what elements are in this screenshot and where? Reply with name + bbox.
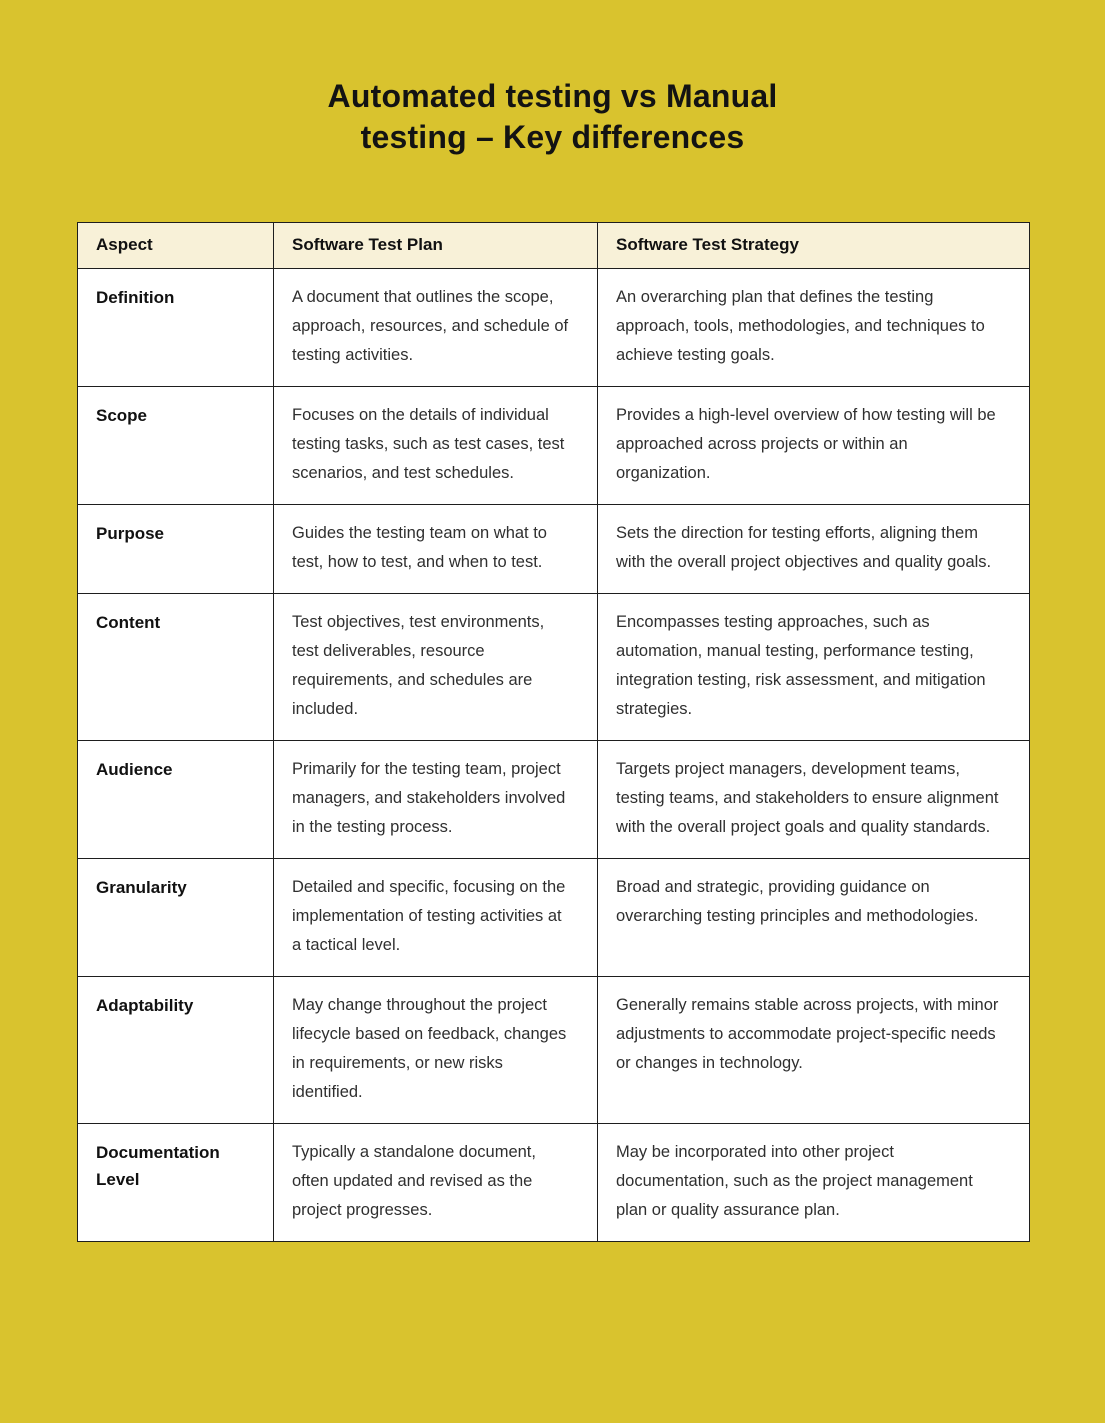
plan-cell: Test objectives, test environments, test deliverables, resource requirements, and schedules are included.	[274, 594, 598, 741]
strategy-cell: May be incorporated into other project documentation, such as the project management plan or quality assurance plan.	[598, 1124, 1030, 1242]
aspect-cell: Definition	[78, 269, 274, 387]
strategy-cell: Broad and strategic, providing guidance on overarching testing principles and methodologies.	[598, 859, 1030, 977]
table-row	[78, 269, 1030, 387]
page-title-line-1: Automated testing vs Manual	[327, 78, 778, 114]
aspect-cell: Scope	[78, 387, 274, 505]
plan-cell: Detailed and specific, focusing on the implementation of testing activities at a tactical level.	[274, 859, 598, 977]
header-software-test-strategy: Software Test Strategy	[598, 223, 1030, 269]
aspect-cell: Content	[78, 594, 274, 741]
plan-cell: A document that outlines the scope, approach, resources, and schedule of testing activities.	[274, 269, 598, 387]
table-row	[78, 387, 1030, 505]
header-aspect: Aspect	[78, 223, 274, 269]
strategy-cell: Encompasses testing approaches, such as automation, manual testing, performance testing, integration testing, risk assessment, and mitigation strategies.	[598, 594, 1030, 741]
comparison-table	[77, 222, 1030, 1242]
aspect-cell: Purpose	[78, 505, 274, 594]
table-row	[78, 1124, 1030, 1242]
header-software-test-plan: Software Test Plan	[274, 223, 598, 269]
aspect-cell: Adaptability	[78, 977, 274, 1124]
table-row	[78, 741, 1030, 859]
plan-cell: May change throughout the project lifecycle based on feedback, changes in requirements, or new risks identified.	[274, 977, 598, 1124]
table-row	[78, 977, 1030, 1124]
aspect-cell: Granularity	[78, 859, 274, 977]
plan-cell: Typically a standalone document, often updated and revised as the project progresses.	[274, 1124, 598, 1242]
page-title-line-2: testing – Key differences	[360, 119, 745, 155]
plan-cell: Focuses on the details of individual testing tasks, such as test cases, test scenarios, and test schedules.	[274, 387, 598, 505]
strategy-cell: Generally remains stable across projects, with minor adjustments to accommodate project-specific needs or changes in technology.	[598, 977, 1030, 1124]
strategy-cell: Targets project managers, development teams, testing teams, and stakeholders to ensure alignment with the overall project goals and quality standards.	[598, 741, 1030, 859]
plan-cell: Guides the testing team on what to test, how to test, and when to test.	[274, 505, 598, 594]
table-row	[78, 859, 1030, 977]
strategy-cell: An overarching plan that defines the testing approach, tools, methodologies, and techniques to achieve testing goals.	[598, 269, 1030, 387]
aspect-cell: Audience	[78, 741, 274, 859]
strategy-cell: Sets the direction for testing efforts, aligning them with the overall project objectives and quality goals.	[598, 505, 1030, 594]
table-header-row	[78, 223, 1030, 269]
table-row	[78, 505, 1030, 594]
aspect-cell: Documentation Level	[78, 1124, 274, 1242]
strategy-cell: Provides a high-level overview of how testing will be approached across projects or within an organization.	[598, 387, 1030, 505]
page-title	[0, 76, 1105, 158]
table-row	[78, 594, 1030, 741]
plan-cell: Primarily for the testing team, project managers, and stakeholders involved in the testing process.	[274, 741, 598, 859]
